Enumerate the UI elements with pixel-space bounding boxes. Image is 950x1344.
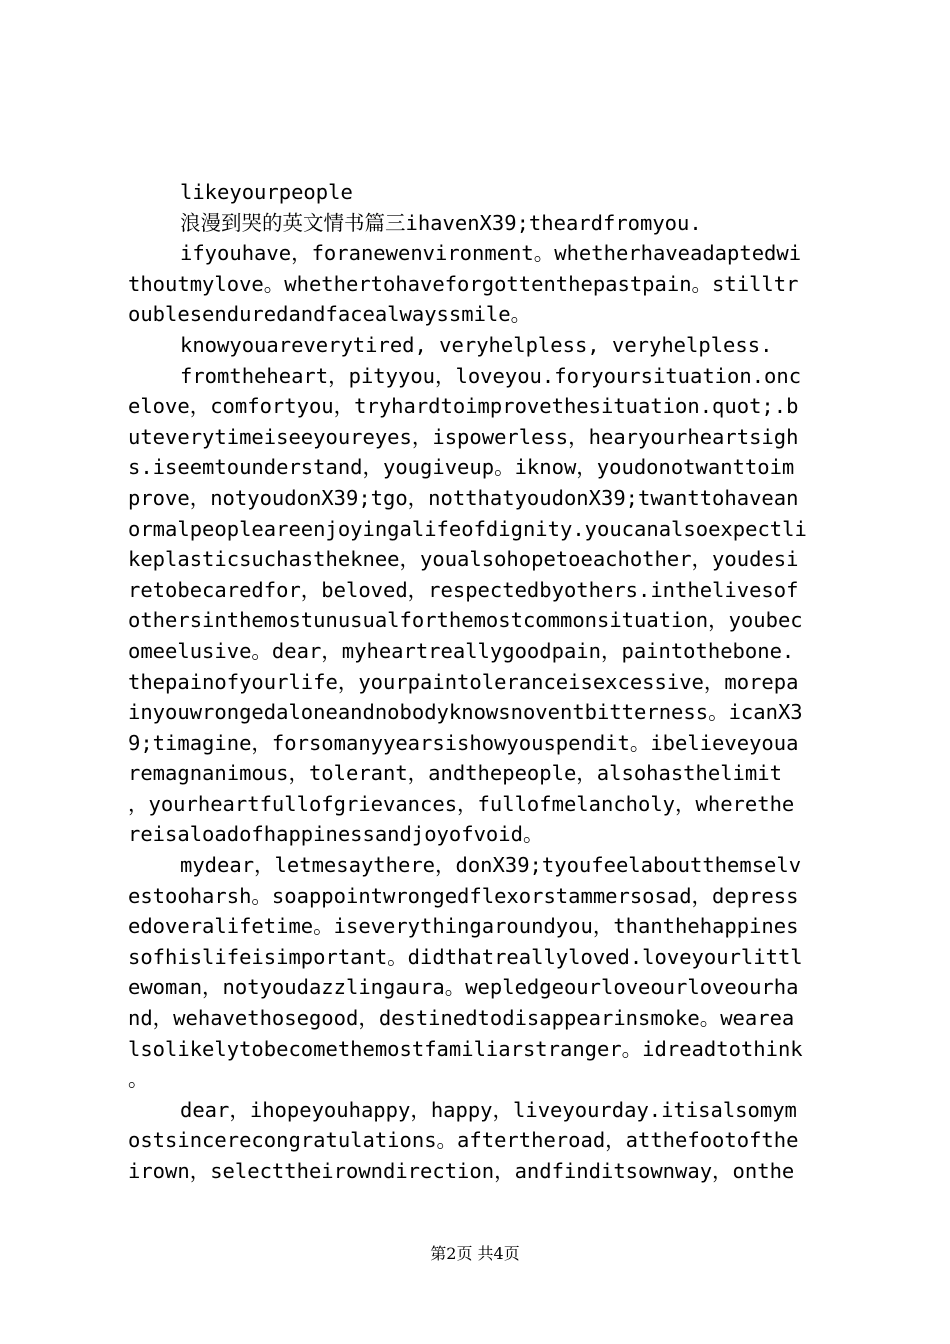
text-line: sofhislifeisimportant。didthatreallyloved.loveyourlittl — [128, 944, 803, 969]
text-line: 。 — [128, 1067, 149, 1092]
text-line: ormalpeopleareenjoyingalifeofdignity.youcanalsoexpectli — [128, 516, 807, 541]
text-line: prove，notyoudonX39;tgo，notthatyoudonX39;twanttohavean — [128, 485, 799, 510]
text-line: ostsincerecongratulations。aftertheroad，atthefootofthe — [128, 1128, 799, 1153]
text-line: ifyouhave，foranewenvironment。whetherhaveadaptedwi — [180, 241, 802, 266]
text-line: reisaloadofhappinessandjoyofvoid。 — [128, 822, 544, 847]
text-line: lsolikelytobecomethemostfamiliarstranger。idreadtothink — [128, 1036, 803, 1061]
text-line: othersinthemostunusualforthemostcommonsituation，youbec — [128, 608, 803, 633]
text-line: uteverytimeiseeyoureyes，ispowerless，hearyourheartsigh — [128, 424, 799, 449]
text-line: retobecaredfor，beloved，respectedbyothers.inthelivesof — [128, 577, 799, 602]
text-line: dear，ihopeyouhappy，happy，liveyourday.itisalsomym — [180, 1097, 797, 1122]
text-line: knowyouareverytired, veryhelpless, veryhelpless. — [180, 332, 773, 357]
text-line: ewoman，notyoudazzlingaura。wepledgeourloveourloveourha — [128, 975, 799, 1000]
text-line: omeelusive。dear，myheartreallygoodpain，paintothebone. — [128, 638, 795, 663]
text-line: edoveralifetime。iseverythingaroundyou，thanthehappines — [128, 914, 799, 939]
text-line: s.iseemtounderstand，yougiveup。iknow，youdonotwanttoim — [128, 455, 795, 480]
text-line: elove，comfortyou，tryhardtoimprovethesituation.quot;.b — [128, 394, 799, 419]
text-line: oublesenduredandfacealwayssmile。 — [128, 302, 532, 327]
text-line: mydear，letmesaythere，donX39;tyoufeelaboutthemselv — [180, 853, 802, 878]
page-footer: 第2页 共4页 — [430, 1244, 520, 1263]
text-line: irown，selecttheirowndirection，andfinditsownway，onthe — [128, 1159, 795, 1183]
text-line: keplasticsuchastheknee，youalsohopetoeachother，youdesi — [128, 547, 799, 572]
document-body — [128, 177, 834, 1187]
text-line: remagnanimous，tolerant，andthepeople，alsohasthelimit — [128, 761, 782, 786]
text-line: 浪漫到哭的英文情书篇三ihavenX39;theardfromyou. — [180, 210, 702, 235]
text-line: estooharsh。soappointwrongedflexorstammersosad，depress — [128, 883, 799, 908]
text-line: fromtheheart，pityyou，loveyou.foryoursituation.onc — [180, 363, 802, 388]
text-line: ，yourheartfullofgrievances，fullofmelancholy，wherethe — [128, 791, 795, 816]
text-line: likeyourpeople — [180, 180, 353, 204]
text-line: inyouwrongedaloneandnobodyknowsnoventbitterness。icanX3 — [128, 700, 803, 725]
text-line: thoutmylove。whethertohaveforgottenthepastpain。stilltr — [128, 271, 799, 296]
text-line: thepainofyourlife，yourpaintoleranceisexcessive，morepa — [128, 669, 799, 694]
text-line: 9;timagine，forsomanyyearsishowyouspendit。ibelieveyoua — [128, 730, 799, 755]
text-line: nd，wehavethosegood，destinedtodisappearinsmoke。wearea — [128, 1006, 795, 1031]
